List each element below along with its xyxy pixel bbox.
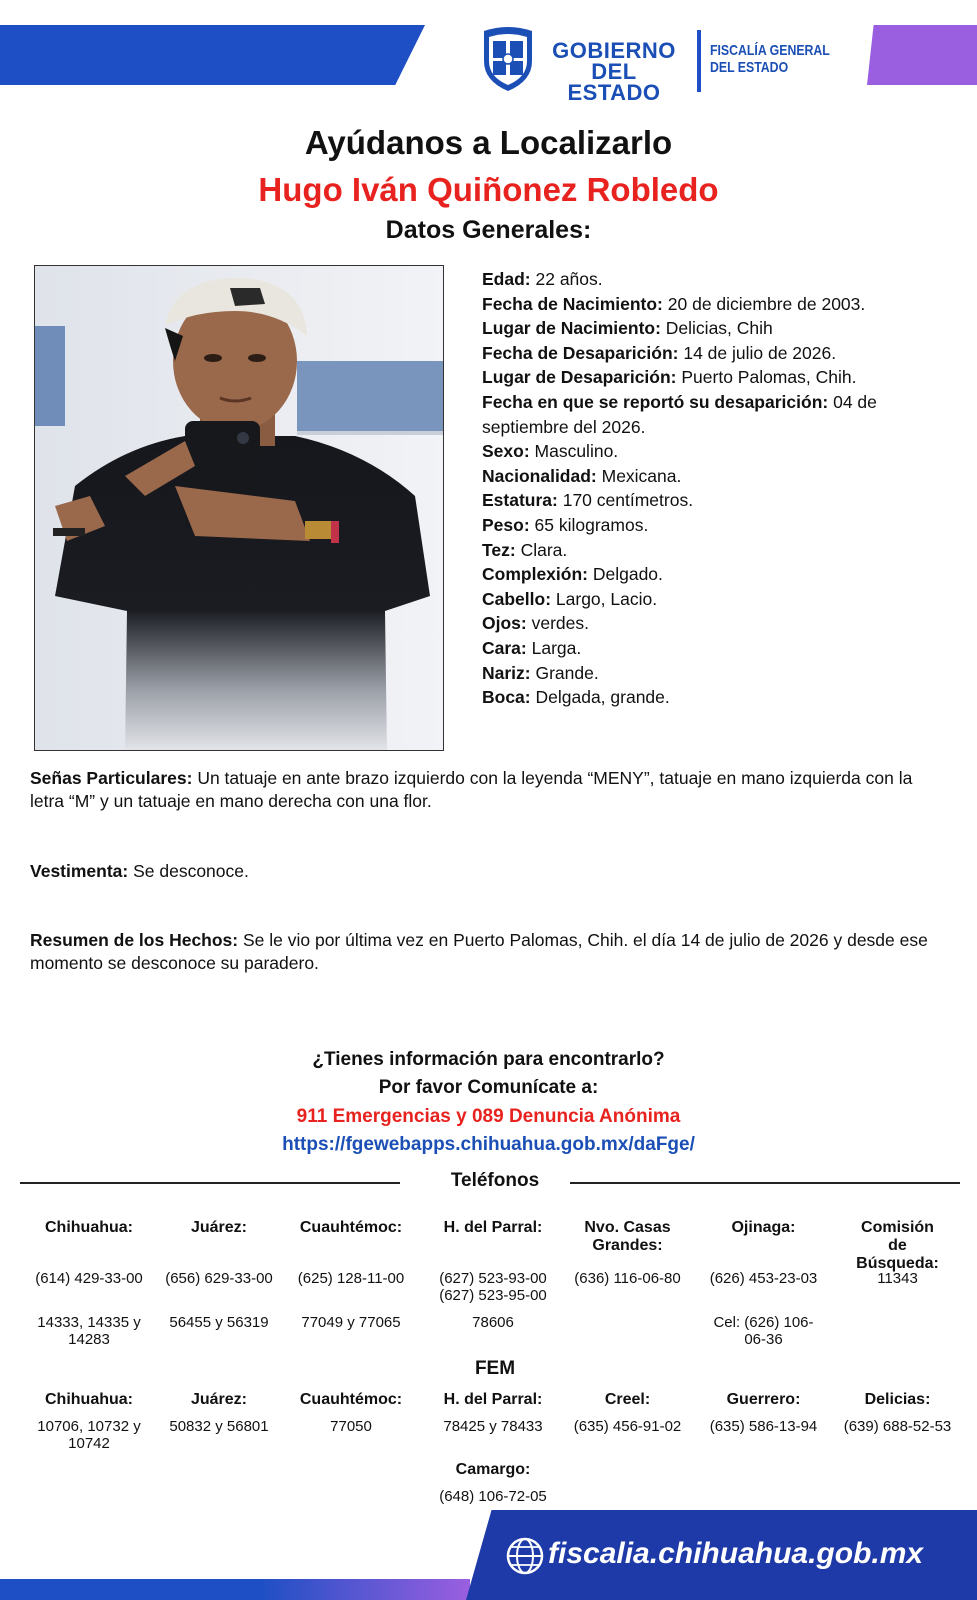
fem-value: (635) 456-91-02	[573, 1418, 682, 1435]
data-row	[482, 267, 942, 292]
header-blue-banner	[0, 25, 425, 85]
telefonos-title: Teléfonos	[450, 1170, 540, 1191]
person-photo	[34, 265, 444, 751]
data-row	[482, 365, 942, 390]
fem-col-header: Juárez:	[190, 1391, 248, 1408]
data-label: Lugar de Nacimiento:	[482, 318, 661, 339]
data-row	[482, 439, 942, 464]
data-value: Delgado.	[587, 564, 663, 585]
report-link[interactable]: https://fgewebapps.chihuahua.gob.mx/daFge/	[282, 1134, 695, 1155]
fem-col-header: Creel:	[604, 1391, 651, 1408]
tel-phone: (627) 523-93-00 (627) 523-95-00	[439, 1270, 547, 1304]
data-value: Larga.	[526, 637, 582, 658]
tel-phone: (614) 429-33-00	[35, 1270, 143, 1287]
data-label: Lugar de Desaparición:	[482, 367, 677, 388]
person-name: Hugo Iván Quiñonez Robledo	[258, 171, 719, 208]
tel-ext: 78606	[472, 1314, 514, 1331]
data-label: Fecha de Desaparición:	[482, 342, 679, 363]
gobierno-line1: GOBIERNO	[552, 38, 676, 63]
data-label: Ojos:	[482, 613, 527, 634]
data-value: Delicias, Chih	[660, 318, 773, 339]
fiscalia-logo-text	[710, 42, 830, 76]
tel-phone: (625) 128-11-00	[297, 1270, 405, 1287]
fem-value: (635) 586-13-94	[709, 1418, 818, 1435]
data-row	[482, 513, 942, 538]
data-row	[482, 292, 942, 317]
tel-col-header: Chihuahua:	[45, 1219, 133, 1236]
fem-value: 50832 y 56801	[169, 1418, 269, 1435]
data-label: Estatura:	[482, 490, 558, 511]
data-value: Puerto Palomas, Chih.	[676, 367, 857, 388]
tel-col-header: Juárez:	[190, 1219, 248, 1236]
data-label: Complexión:	[482, 564, 588, 585]
data-value: Grande.	[530, 662, 599, 683]
data-label: Nariz:	[482, 662, 531, 683]
data-value: 20 de diciembre de 2003.	[662, 293, 866, 314]
divider-left	[20, 1182, 400, 1184]
fem-value: (639) 688-52-53	[843, 1418, 952, 1435]
divider-right	[570, 1182, 960, 1184]
data-row	[482, 587, 942, 612]
data-value: 65 kilogramos.	[529, 514, 649, 535]
tel-col-header: Cuauhtémoc:	[299, 1219, 403, 1236]
data-row	[482, 685, 942, 710]
tel-col-header: Comisión de Búsqueda:	[856, 1219, 939, 1272]
data-label: Edad:	[482, 269, 531, 289]
fem-camargo-header: Camargo:	[455, 1461, 531, 1478]
general-data-list	[482, 267, 942, 710]
data-label: Fecha de Nacimiento:	[482, 293, 663, 314]
tel-phone: 11343	[877, 1270, 918, 1287]
data-label: Boca:	[482, 687, 531, 708]
data-row	[482, 636, 942, 661]
fem-col-header: Guerrero:	[726, 1391, 801, 1408]
data-value: Largo, Lacio.	[551, 588, 658, 609]
tel-phone: (626) 453-23-03	[709, 1270, 818, 1287]
contact-prompt: Por favor Comunícate a:	[378, 1077, 599, 1098]
footer-website[interactable]: fiscalia.chihuahua.gob.mx	[548, 1537, 924, 1570]
fem-col-header: Cuauhtémoc:	[299, 1391, 403, 1408]
senas-label: Señas Particulares:	[30, 768, 193, 788]
data-row	[482, 464, 942, 489]
info-question: ¿Tienes información para encontrarlo?	[312, 1049, 665, 1070]
tel-phone: (656) 629-33-00	[165, 1270, 273, 1287]
fem-col-header: Delicias:	[864, 1391, 931, 1408]
data-label: Tez:	[482, 539, 516, 560]
data-value: Delgada, grande.	[530, 687, 670, 708]
data-value: 22 años.	[530, 269, 603, 289]
gobierno-logo-text	[544, 40, 684, 103]
resumen-hechos	[30, 929, 945, 975]
data-label: Fecha en que se reportó su desaparición:	[482, 391, 829, 412]
logo-divider	[697, 30, 701, 92]
data-label: Peso:	[482, 514, 530, 535]
tel-col-header: Nvo. Casas Grandes:	[584, 1219, 671, 1254]
data-row	[482, 390, 942, 439]
tel-ext: 77049 y 77065	[301, 1314, 401, 1331]
footer-color-strip	[0, 1579, 470, 1600]
fem-value: 78425 y 78433	[443, 1418, 543, 1435]
data-value: 14 de julio de 2026.	[678, 342, 837, 363]
data-value: 170 centímetros.	[557, 490, 694, 511]
globe-icon	[505, 1536, 545, 1576]
tel-col-header: H. del Parral:	[443, 1219, 543, 1236]
fiscalia-line2: DEL ESTADO	[710, 59, 789, 76]
data-label: Cara:	[482, 637, 527, 658]
fem-camargo-value: (648) 106-72-05	[439, 1488, 547, 1505]
main-title: Ayúdanos a Localizarlo	[304, 124, 673, 161]
tel-ext: Cel: (626) 106-06-36	[713, 1314, 814, 1348]
data-row	[482, 538, 942, 563]
data-row	[482, 562, 942, 587]
data-value: Clara.	[515, 539, 568, 560]
senas-text: Un tatuaje en ante brazo izquierdo con la leyenda “MENY”, tatuaje en mano izquierda con la letra “M” y un tatuaje en mano derecha con una flor.	[30, 768, 913, 811]
data-value: 04 de septiembre del 2026.	[482, 391, 877, 437]
data-label: Nacionalidad:	[482, 465, 597, 486]
data-value: Mexicana.	[596, 465, 682, 486]
resumen-text: Se le vio por última vez en Puerto Palomas, Chih. el día 14 de julio de 2026 y desde ese momento se desconoce su paradero.	[30, 930, 928, 973]
tel-col-header: Ojinaga:	[731, 1219, 796, 1236]
data-row	[482, 341, 942, 366]
fem-value: 77050	[330, 1418, 372, 1435]
data-row	[482, 316, 942, 341]
header-purple-banner	[867, 25, 977, 85]
fem-col-header: Chihuahua:	[45, 1391, 133, 1408]
data-row	[482, 611, 942, 636]
vestimenta-text: Se desconoce.	[128, 861, 249, 881]
state-shield-logo	[478, 25, 538, 93]
tel-ext: 56455 y 56319	[169, 1314, 269, 1331]
data-row	[482, 488, 942, 513]
data-label: Sexo:	[482, 441, 530, 462]
data-value: verdes.	[526, 613, 589, 634]
fem-col-header: H. del Parral:	[443, 1391, 543, 1408]
fiscalia-line1: FISCALÍA GENERAL	[710, 42, 830, 59]
data-row	[482, 661, 942, 686]
emergency-numbers: 911 Emergencias y 089 Denuncia Anónima	[296, 1106, 681, 1127]
data-value: Masculino.	[529, 441, 619, 462]
data-label: Cabello:	[482, 588, 552, 609]
vestimenta	[30, 860, 945, 883]
tel-ext: 14333, 14335 y 14283	[37, 1314, 141, 1348]
fem-title: FEM	[474, 1358, 516, 1379]
senas-particulares	[30, 767, 945, 813]
vestimenta-label: Vestimenta:	[30, 861, 129, 881]
section-title: Datos Generales:	[385, 216, 592, 244]
tel-phone: (636) 116-06-80	[574, 1270, 681, 1287]
gobierno-line2: DEL ESTADO	[567, 59, 661, 105]
fem-value: 10706, 10732 y 10742	[37, 1418, 141, 1452]
resumen-label: Resumen de los Hechos:	[30, 930, 239, 950]
